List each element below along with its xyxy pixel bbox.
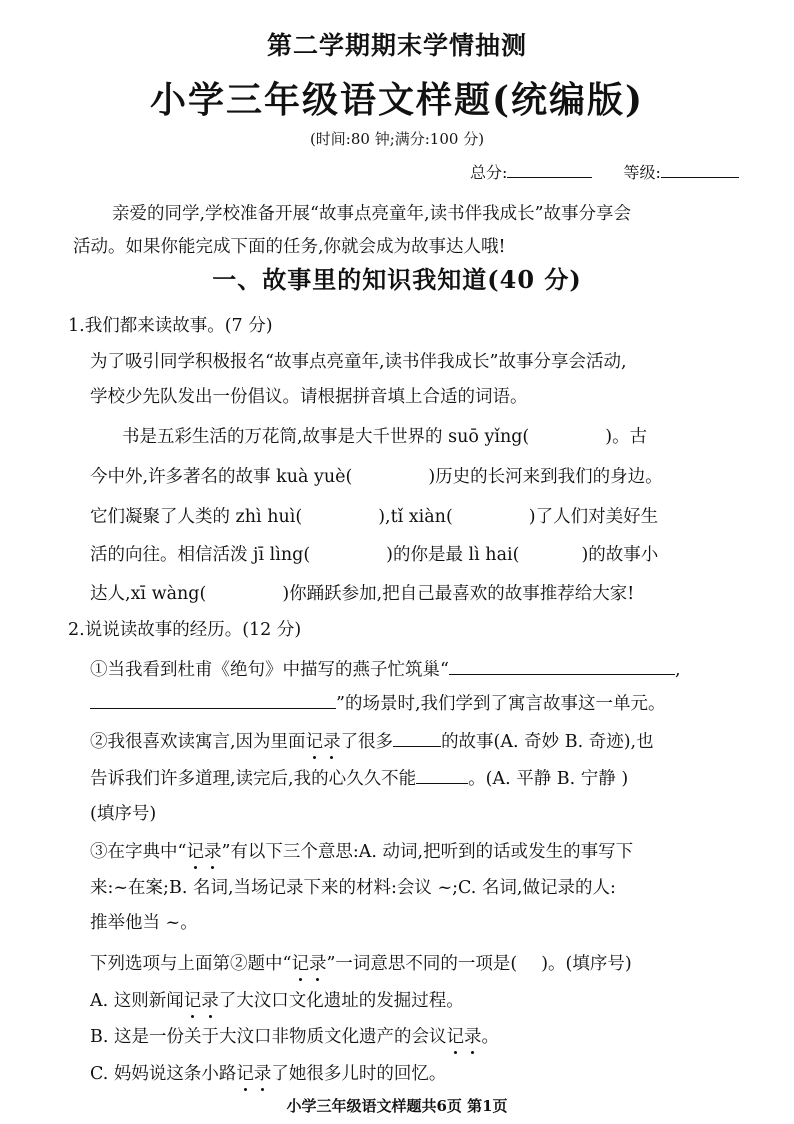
q2-s2-line-3: (填序号) bbox=[90, 804, 157, 824]
q2-text: 的故事(A. 奇妙 B. 奇迹),也 bbox=[441, 732, 654, 752]
q1-desc-2: 学校少先队发出一份倡议。请根据拼音填上合适的词语。 bbox=[90, 387, 528, 407]
q2-text: A. 这则新闻 bbox=[90, 991, 184, 1011]
section-1-title: 一、故事里的知识我知道(40 分) bbox=[212, 265, 582, 294]
q2-s1-line-1 bbox=[90, 656, 681, 681]
exam-subtitle: 第二学期期末学情抽测 bbox=[266, 31, 527, 60]
dotted-char: 录 bbox=[309, 950, 327, 975]
q1-passage-line-4 bbox=[90, 541, 658, 566]
dotted-char: 录 bbox=[201, 987, 219, 1012]
q2-text: ①当我看到杜甫《绝句》中描写的燕子忙筑巢“ bbox=[90, 660, 449, 680]
q2-s3-line-3: 推举他当 ~。 bbox=[90, 913, 198, 933]
q2-text: , bbox=[674, 660, 681, 680]
exam-title: 小学三年级语文样题(统编版) bbox=[149, 79, 645, 121]
option-c[interactable] bbox=[90, 1060, 446, 1085]
dotted-char: 录 bbox=[464, 1023, 482, 1048]
option-b[interactable] bbox=[90, 1023, 499, 1048]
q1-text: )。古 bbox=[605, 427, 648, 447]
q1-passage-line-3 bbox=[90, 503, 658, 528]
dotted-char: 记 bbox=[306, 728, 324, 753]
dotted-char: 录 bbox=[254, 1060, 272, 1085]
page-footer: 小学三年级语文样题共6页 第1页 bbox=[286, 1097, 508, 1115]
q2-text: B. 这是一份关于大汶口非物质文化遗产的会议 bbox=[90, 1027, 447, 1047]
q1-text: 书是五彩生活的万花筒,故事是大千世界的 suō yǐng( bbox=[122, 427, 530, 447]
q2-s3-line-2: 来:~在案;B. 名词,当场记录下来的材料:会议 ~;C. 名词,做记录的人: bbox=[90, 878, 616, 898]
answer-line-poem-2[interactable] bbox=[90, 692, 336, 709]
q2-text: ③在字典中“ bbox=[90, 842, 187, 862]
q1-text: 它们凝聚了人类的 zhì huì( bbox=[90, 507, 303, 527]
q1-text: )历史的长河来到我们的身边。 bbox=[428, 467, 663, 487]
grade-blank[interactable] bbox=[661, 163, 739, 178]
dotted-char: 记 bbox=[186, 838, 204, 863]
intro-line-1: 亲爱的同学,学校准备开展“故事点亮童年,读书伴我成长”故事分享会 bbox=[112, 204, 632, 224]
q2-s2-line-2 bbox=[90, 765, 628, 790]
total-score-label: 总分: bbox=[470, 163, 508, 182]
q1-text: 活的向往。相信活泼 jī lìng( bbox=[90, 545, 311, 565]
q1-passage-line-5 bbox=[90, 580, 634, 605]
q2-text: ②我很喜欢读寓言,因为里面 bbox=[90, 732, 306, 752]
q2-text: 下列选项与上面第②题中“ bbox=[90, 954, 292, 974]
dotted-char: 记 bbox=[291, 950, 309, 975]
q2-text: 了她很多儿时的回忆。 bbox=[271, 1064, 447, 1084]
q1-text: )的故事小 bbox=[581, 545, 659, 565]
q2-text: ”有以下三个意思:A. 动词,把听到的话或发生的事写下 bbox=[221, 842, 634, 862]
answer-line-pingjing[interactable] bbox=[416, 767, 468, 784]
dotted-char: 记 bbox=[184, 987, 202, 1012]
q1-desc-1: 为了吸引同学积极报名“故事点亮童年,读书伴我成长”故事分享会活动, bbox=[90, 352, 627, 372]
q2-s2-line-1 bbox=[90, 728, 654, 753]
q1-passage-line-1 bbox=[122, 423, 647, 448]
q2-s1-line-2 bbox=[90, 690, 666, 715]
q2-text: 。 bbox=[481, 1027, 499, 1047]
q2-text: 。(A. 平静 B. 宁静 ) bbox=[468, 769, 629, 789]
answer-line-poem-1[interactable] bbox=[449, 658, 675, 675]
q2-text: ”一词意思不同的一项是( bbox=[326, 954, 518, 974]
total-score-blank[interactable] bbox=[507, 163, 592, 178]
dotted-char: 记 bbox=[236, 1060, 254, 1085]
intro-line-2: 活动。如果你能完成下面的任务,你就会成为故事达人哦! bbox=[73, 237, 506, 257]
q1-passage-line-2 bbox=[90, 463, 663, 488]
q2-s3-line-1 bbox=[90, 838, 633, 863]
answer-line-qimiao[interactable] bbox=[393, 730, 441, 747]
dotted-char: 录 bbox=[323, 728, 341, 753]
dotted-char: 记 bbox=[446, 1023, 464, 1048]
q1-text: ),tǐ xiàn( bbox=[378, 507, 453, 527]
q2-s4-line bbox=[90, 950, 632, 975]
grade-label: 等级: bbox=[623, 163, 661, 182]
q1-text: )了人们对美好生 bbox=[528, 507, 659, 527]
q1-text: 达人,xī wàng( bbox=[90, 584, 207, 604]
q2-text: 告诉我们许多道理,读完后,我的心久久不能 bbox=[90, 769, 417, 789]
q2-title: 2.说说读故事的经历。(12 分) bbox=[68, 620, 302, 640]
option-a[interactable] bbox=[90, 987, 464, 1012]
dotted-char: 录 bbox=[204, 838, 222, 863]
q2-text: ”的场景时,我们学到了寓言故事这一单元。 bbox=[336, 694, 666, 714]
q1-text: 今中外,许多著名的故事 kuà yuè( bbox=[90, 467, 353, 487]
time-info: (时间:80 钟;满分:100 分) bbox=[309, 130, 485, 148]
q1-text: )你踊跃参加,把自己最喜欢的故事推荐给大家! bbox=[282, 584, 635, 604]
q2-text: C. 妈妈说这条小路 bbox=[90, 1064, 237, 1084]
q2-text: )。(填序号) bbox=[541, 954, 632, 974]
q1-title: 1.我们都来读故事。(7 分) bbox=[68, 316, 273, 336]
score-area bbox=[470, 160, 739, 183]
q2-text: 了大汶口文化遗址的发掘过程。 bbox=[218, 991, 464, 1011]
q2-text: 了很多 bbox=[340, 732, 394, 752]
q1-text: )的你是最 lì hai( bbox=[386, 545, 520, 565]
